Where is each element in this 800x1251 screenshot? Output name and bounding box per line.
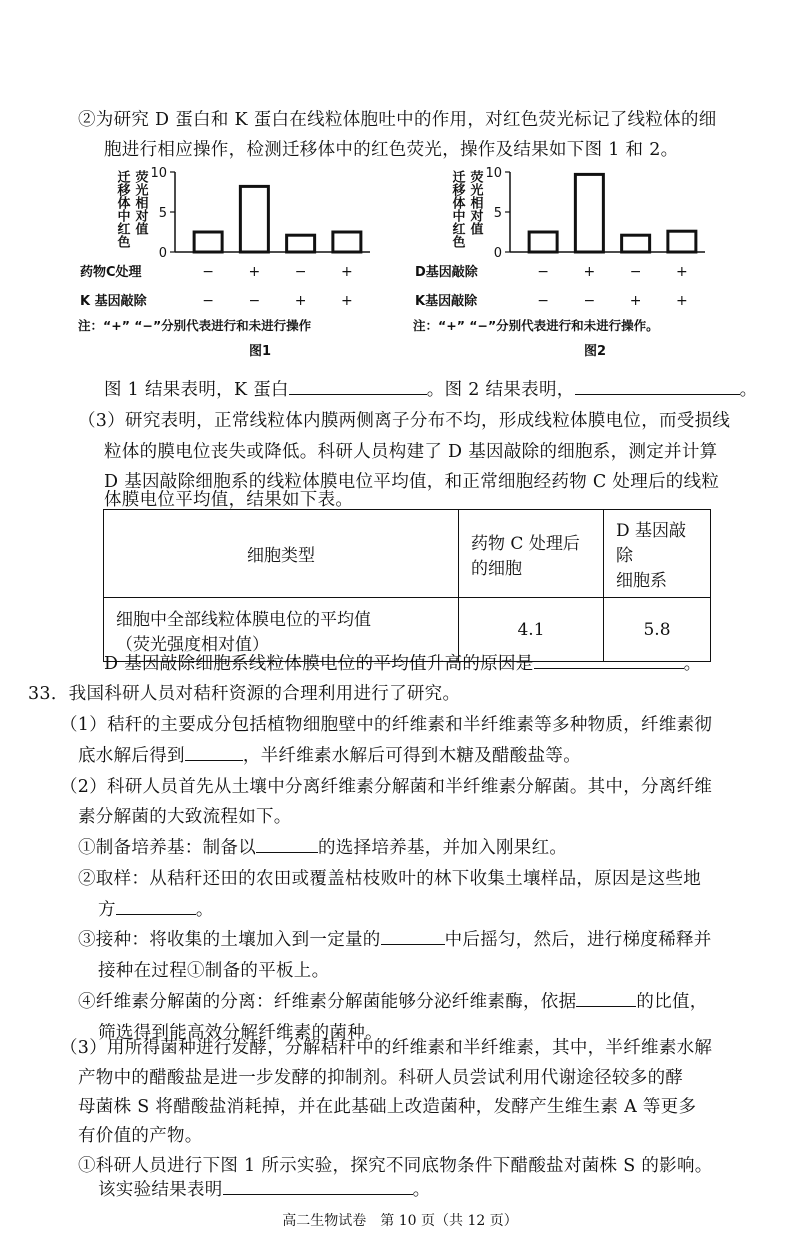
answer-blank[interactable] [289, 376, 427, 395]
table-header-cell-type: 细胞类型 [104, 510, 459, 598]
bar [194, 232, 222, 252]
y-axis-label: 荧光相对值 [467, 170, 483, 235]
condition-symbol: + [583, 264, 596, 280]
text-span: ①制备培养基：制备以 [78, 838, 256, 858]
text-line: 接种在过程①制备的平板上。 [98, 961, 330, 981]
figure-result-line [104, 376, 757, 401]
condition-symbol: + [676, 293, 688, 309]
text-span: D 基因敲除细胞系线粒体膜电位的平均值升高的原因是 [104, 654, 534, 674]
row-label-line: （荧光强度相对值） [116, 634, 269, 655]
table-header-knockout [604, 510, 711, 598]
answer-blank[interactable] [576, 988, 636, 1007]
row-label-line: 细胞中全部线粒体膜电位的平均值 [116, 609, 371, 630]
answer-blank[interactable] [223, 1176, 413, 1195]
y-tick-label: 5 [493, 206, 502, 221]
bar [668, 231, 696, 252]
header-line: 的细胞 [471, 558, 522, 579]
text-span: 。 [739, 380, 758, 400]
text-span: 图 1 结果表明，K 蛋白 [104, 380, 289, 400]
condition-symbol: + [341, 264, 353, 280]
bar [240, 186, 268, 252]
bar [333, 232, 361, 252]
y-tick-label: 0 [493, 246, 502, 261]
figure-note: 注：“+” “−”分别代表进行和未进行操作。 [413, 318, 659, 333]
figure-note: 注：“+” “−”分别代表进行和未进行操作 [78, 318, 312, 333]
question-33-title: 33．我国科研人员对秸秆资源的合理利用进行了研究。 [28, 684, 461, 704]
text-span: 。 [195, 900, 214, 920]
figure-1-chart [70, 160, 400, 360]
condition-row-label: 药物C处理 [80, 265, 142, 280]
header-line: D 基因敲除 [616, 521, 687, 566]
condition-row-label: K基因敲除 [415, 294, 478, 309]
text-line: 母菌株 S 将醋酸盐消耗掉，并在此基础上改造菌种，发酵产生维生素 A 等更多 [78, 1097, 697, 1117]
table-value-drug: 4.1 [459, 598, 604, 662]
text-line: （3）用所得菌种进行发酵，分解秸秆中的纤维素和半纤维素，其中，半纤维素水解 [60, 1038, 713, 1058]
step-1-line [78, 834, 567, 859]
condition-symbol: + [629, 293, 642, 309]
header-line: 药物 C 处理后 [471, 533, 580, 554]
condition-symbol: − [537, 264, 549, 280]
text-span: 。 [412, 1180, 431, 1200]
text-span: 方 [98, 900, 116, 920]
y-tick-label: 0 [158, 246, 167, 261]
figure-title: 图1 [248, 344, 272, 359]
condition-row-label: K 基因敲除 [80, 294, 147, 309]
text-line: （1）秸秆的主要成分包括植物细胞壁中的纤维素和半纤维素等多种物质，纤维素彻 [60, 715, 713, 735]
text-line [78, 742, 581, 767]
text-line: 有价值的产物。 [78, 1126, 203, 1146]
y-tick-label: 10 [485, 166, 502, 181]
bar [575, 174, 603, 252]
text-line: ②为研究 D 蛋白和 K 蛋白在线粒体胞吐中的作用，对红色荧光标记了线粒体的细 [78, 110, 717, 130]
answer-blank[interactable] [185, 742, 243, 761]
answer-blank[interactable] [116, 896, 196, 915]
text-span: ，半纤维素水解后可得到木糖及醋酸盐等。 [242, 746, 582, 766]
condition-symbol: − [202, 293, 214, 309]
text-line: 产物中的醋酸盐是进一步发酵的抑制剂。科研人员尝试利用代谢途径较多的酵 [78, 1068, 684, 1088]
text-line: （2）科研人员首先从土壤中分离纤维素分解菌和半纤维素分解菌。其中，分离纤维 [60, 777, 713, 797]
y-axis-label: 迁移体中红色 [114, 170, 130, 248]
condition-symbol: + [294, 293, 307, 309]
text-line: D 基因敲除细胞系的线粒体膜电位平均值，和正常细胞经药物 C 处理后的线粒 [104, 472, 720, 492]
page-footer: 高二生物试卷 第 10 页（共 12 页） [282, 1213, 518, 1229]
condition-symbol: + [248, 264, 261, 280]
condition-symbol: + [341, 293, 353, 309]
text-span: ③接种：将收集的土壤加入到一定量的 [78, 930, 381, 950]
bar [622, 235, 650, 252]
membrane-potential-table [103, 509, 711, 662]
table-header-drug [459, 510, 604, 598]
bar [287, 235, 315, 252]
y-tick-label: 5 [158, 206, 167, 221]
answer-blank[interactable] [534, 650, 684, 669]
step-2-answer-line [98, 896, 214, 921]
condition-symbol: − [537, 293, 549, 309]
step-3-line [78, 926, 712, 951]
text-line: 胞进行相应操作，检测迁移体中的红色荧光，操作及结果如下图 1 和 2。 [104, 140, 679, 160]
y-axis-label: 迁移体中红色 [449, 170, 465, 248]
answer-blank[interactable] [256, 834, 318, 853]
text-span: 。图 2 结果表明， [426, 380, 575, 400]
text-line: 素分解菌的大致流程如下。 [78, 807, 292, 827]
answer-blank[interactable] [575, 376, 740, 395]
text-line: （3）研究表明，正常线粒体内膜两侧离子分布不均，形成线粒体膜电位，而受损线 [78, 411, 731, 431]
y-axis-label: 荧光相对值 [132, 170, 148, 235]
y-tick-label: 10 [150, 166, 167, 181]
text-span: 的比值， [636, 992, 708, 1012]
condition-row-label: D基因敲除 [415, 265, 478, 280]
table-value-knockout: 5.8 [604, 598, 711, 662]
condition-symbol: − [248, 293, 261, 309]
table-conclusion-line [104, 650, 701, 675]
figure-2-chart [405, 160, 735, 360]
text-span: 该实验结果表明 [98, 1180, 223, 1200]
text-span: 的选择培养基，并加入刚果红。 [318, 838, 568, 858]
text-span: ④纤维素分解菌的分离：纤维素分解菌能够分泌纤维素酶，依据 [78, 992, 577, 1012]
answer-blank[interactable] [381, 926, 445, 945]
condition-symbol: − [294, 264, 307, 280]
text-line: ②取样：从秸秆还田的农田或覆盖枯枝败叶的林下收集土壤样品，原因是这些地 [78, 869, 701, 889]
text-span: 底水解后得到 [78, 746, 185, 766]
condition-symbol: + [676, 264, 688, 280]
header-line: 细胞系 [616, 571, 667, 591]
condition-symbol: − [583, 293, 596, 309]
condition-symbol: − [629, 264, 642, 280]
text-line: 粒体的膜电位丧失或降低。科研人员构建了 D 基因敲除的细胞系，测定并计算 [104, 442, 718, 462]
text-span: 。 [683, 654, 702, 674]
condition-symbol: − [202, 264, 214, 280]
text-line: 筛选得到能高效分解纤维素的菌种。 [98, 1023, 383, 1043]
figure-title: 图2 [583, 344, 607, 359]
step-4-line [78, 988, 708, 1013]
text-line: ①科研人员进行下图 1 所示实验，探究不同底物条件下醋酸盐对菌株 S 的影响。 [78, 1156, 713, 1176]
text-span: 中后摇匀，然后，进行梯度稀释并 [444, 930, 712, 950]
result-conclusion-line [98, 1176, 430, 1201]
text-line: 体膜电位平均值，结果如下表。 [104, 490, 354, 510]
bar [529, 232, 557, 252]
